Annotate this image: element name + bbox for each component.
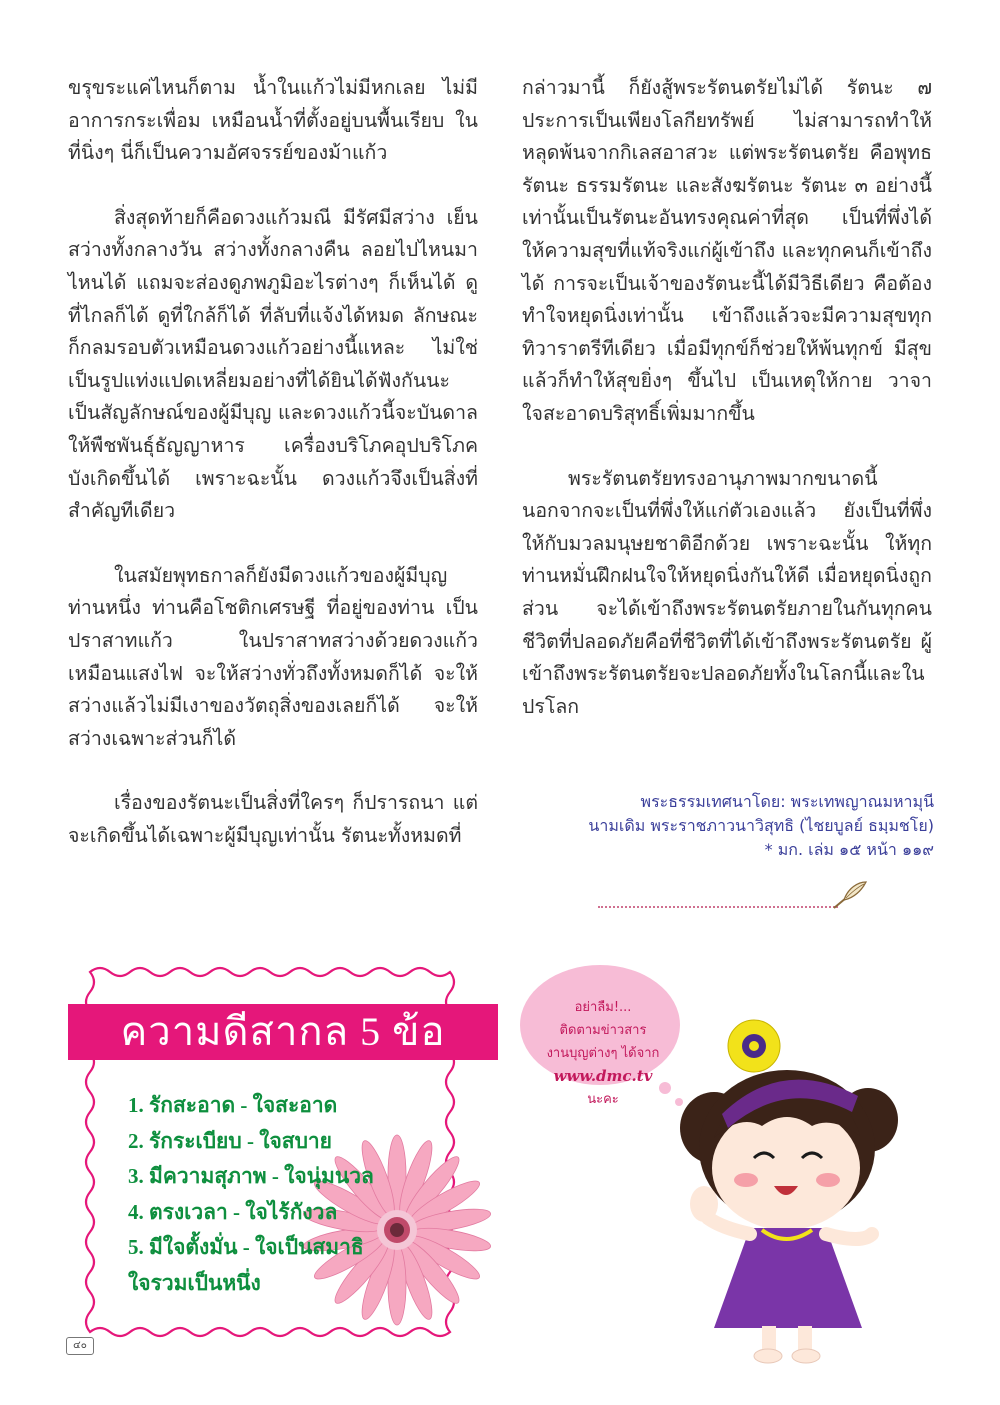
list-item: ใจรวมเป็นหนึ่ง <box>128 1270 261 1295</box>
list-item: 3. มีความสุภาพ - ใจนุ่มนวล <box>128 1164 374 1188</box>
credit-line: * มก. เล่ม ๑๕ หน้า ๑๑๙ <box>764 840 934 859</box>
website-link[interactable]: www.dmc.tv <box>553 1067 653 1085</box>
bubble-line: งานบุญต่างๆ ได้จาก <box>546 1046 660 1061</box>
page-number: ๔๐ <box>66 1337 94 1355</box>
paragraph: เรื่องของรัตนะเป็นสิ่งที่ใครๆ ก็ปรารถนา แต่จะเกิดขึ้นได้เฉพาะผู้มีบุญเท่านั้น รัตนะทั้งหมดที่ <box>68 791 478 847</box>
paragraph: ในสมัยพุทธกาลก็ยังมีดวงแก้วของผู้มีบุญท่านหนึ่ง ท่านคือโชติกเศรษฐี ที่อยู่ของท่าน เป็นปราสาทแก้ว ในปราสาทสว่างด้วยดวงแก้ว เหมือนแสงไฟ จะให้สว่างทั่วถึงทั้งหมดก็ได้ จะให้สว่างแล้วไม่มีเงาของวัตถุสิ่งของเลยก็ได้ จะให้สว่างเฉพาะส่วนก็ได้ <box>68 563 478 750</box>
virtues-list <box>128 1088 374 1301</box>
virtues-title: ความดีสากล 5 ข้อ <box>68 1004 498 1060</box>
bubble-line: ติดตามข่าวสาร <box>559 1023 647 1038</box>
paragraph: ขรุขระแค่ไหนก็ตาม น้ำในแก้วไม่มีหกเลย ไม่มีอาการกระเพื่อม เหมือนน้ำที่ตั้งอยู่บนพื้นเรียบ ในที่นิ่งๆ นี่ก็เป็นความอัศจรรย์ของม้าแก้ว <box>68 76 478 165</box>
sermon-credit <box>520 790 934 862</box>
list-item: 4. ตรงเวลา - ใจไร้กังวล <box>128 1199 338 1224</box>
credit-line: นามเดิม พระราชภาวนาวิสุทธิ (ไชยบูลย์ ธมฺมชโย) <box>588 816 934 835</box>
flower-clip-icon <box>728 1020 780 1072</box>
list-item: 5. มีใจตั้งมั่น - ใจเป็นสมาธิ <box>128 1235 364 1259</box>
article-left-column <box>68 72 478 884</box>
paragraph: สิ่งสุดท้ายก็คือดวงแก้วมณี มีรัศมีสว่าง เย็นสว่างทั้งกลางวัน สว่างทั้งกลางคืน ลอยไปไหนมาไหนได้ แถมจะส่องดูภพภูมิอะไรต่างๆ ก็เห็นได้ ดูที่ไกลก็ได้ ดูที่ใกล้ก็ได้ ที่ลับที่แจ้งได้หมด ลักษณะก็กลมรอบตัวเหมือนดวงแก้วอย่างนี้แหละ ไม่ใช่เป็นรูปแท่งแปดเหลี่ยมอย่างที่ได้ยินได้ฟังกันนะ เป็นสัญลักษณ์ของผู้มีบุญ และดวงแก้วนี้จะบันดาลให้พืชพันธุ์ธัญญาหาร เครื่องบริโภคอุปบริโภคบังเกิดขึ้นได้ เพราะฉะนั้น ดวงแก้วจึงเป็นสิ่งที่สำคัญทีเดียว <box>68 205 478 523</box>
list-item: 2. รักระเบียบ - ใจสบาย <box>128 1128 332 1153</box>
bubble-text <box>528 996 678 1111</box>
feather-pen-icon <box>832 880 868 910</box>
divider <box>598 906 838 908</box>
bubble-line: อย่าลืม!... <box>574 1000 632 1015</box>
cartoon-girl-image <box>662 1008 912 1378</box>
paragraph: กล่าวมานี้ ก็ยังสู้พระรัตนตรัยไม่ได้ รัตนะ ๗ ประการเป็นเพียงโลกียทรัพย์ ไม่สามารถทำให้หลุดพ้นจากกิเลสอาสวะ แต่พระรัตนตรัย คือพุทธรัตนะ ธรรมรัตนะ และสังฆรัตนะ รัตนะ ๓ อย่างนี้เท่านั้นเป็นรัตนะอันทรงคุณค่าที่สุด เป็นที่พึ่งได้ ให้ความสุขที่แท้จริงแก่ผู้เข้าถึง และทุกคนก็เข้าถึงได้ การจะเป็นเจ้าของรัตนะนี้ได้มีวิธีเดียว คือต้องทำใจหยุดนิ่งเท่านั้น เข้าถึงแล้วจะมีความสุขทุกทิวาราตรีทีเดียว เมื่อมีทุกข์ก็ช่วยให้พ้นทุกข์ มีสุขแล้วก็ทำให้สุขยิ่งๆ ขึ้นไป เป็นเหตุให้กาย วาจา ใจสะอาดบริสุทธิ์เพิ่มมากขึ้น <box>522 76 932 425</box>
article-right-column <box>522 72 932 755</box>
paragraph: พระรัตนตรัยทรงอานุภาพมากขนาดนี้ นอกจากจะเป็นที่พึ่งให้แก่ตัวเองแล้ว ยังเป็นที่พึ่งให้กับมวลมนุษยชาติอีกด้วย เพราะฉะนั้น ให้ทุกท่านหมั่นฝึกฝนใจให้หยุดนิ่งกันให้ดี เมื่อหยุดนิ่งถูกส่วน จะได้เข้าถึงพระรัตนตรัยภายในกันทุกคน ชีวิตที่ปลอดภัยคือที่ชีวิตที่ได้เข้าถึงพระรัตนตรัย ผู้เข้าถึงพระรัตนตรัยจะปลอดภัยทั้งในโลกนี้และในปรโลก <box>522 466 932 718</box>
credit-line: พระธรรมเทศนาโดย: พระเทพญาณมหามุนี <box>640 792 934 811</box>
bubble-line: นะคะ <box>587 1092 619 1107</box>
list-item: 1. รักสะอาด - ใจสะอาด <box>128 1093 338 1117</box>
